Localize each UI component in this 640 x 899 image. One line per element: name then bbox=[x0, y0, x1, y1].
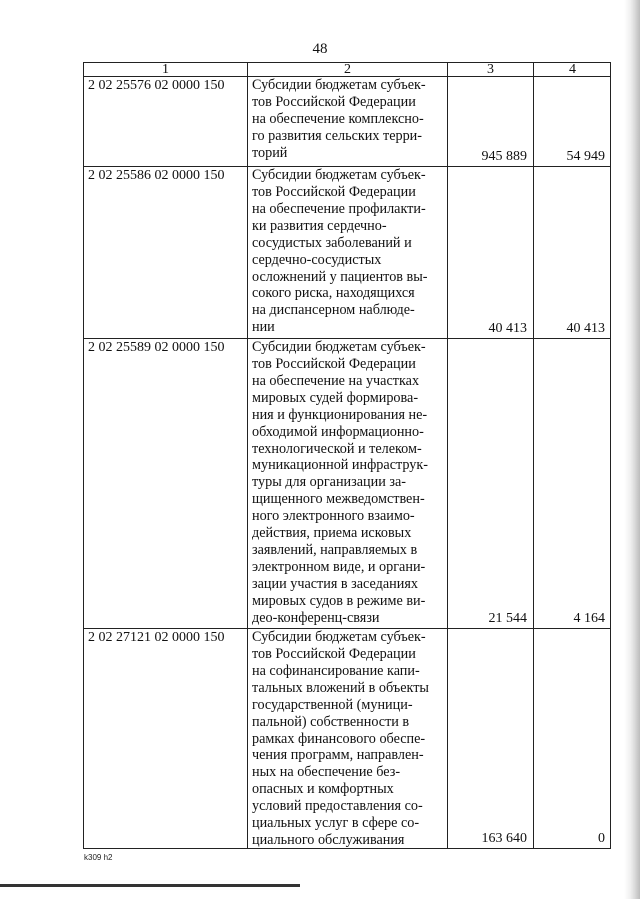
page-number: 48 bbox=[312, 41, 328, 57]
row-0-code: 2 02 25576 02 0000 150 bbox=[84, 77, 248, 167]
scan-right-edge bbox=[624, 0, 640, 899]
row-2-code: 2 02 25589 02 0000 150 bbox=[84, 339, 248, 629]
row-3-col3-value: 163 640 bbox=[448, 629, 534, 848]
row-0-col3-value: 945 889 bbox=[448, 77, 534, 167]
row-1-description: Субсидии бюджетам субъек- тов Российской Федерации на обеспечение профилакти- ки развития сердечно- сосудистых заболеваний и сердечно-сосудистых осложнений у пациентов вы- сокого риска, находящихся на диспансерном наблюде- нии bbox=[248, 167, 448, 339]
scan-bottom-bar bbox=[0, 884, 300, 887]
row-2-col4-value: 4 164 bbox=[534, 339, 611, 629]
footer-code: k309 h2 bbox=[84, 853, 113, 862]
row-2-col3-value: 21 544 bbox=[448, 339, 534, 629]
row-1-col4-value: 40 413 bbox=[534, 167, 611, 339]
row-0-col4-value: 54 949 bbox=[534, 77, 611, 167]
row-2-description: Субсидии бюджетам субъек- тов Российской Федерации на обеспечение на участках мировых судей формирова- ния и функционирования не- обходимой информационно- технологической и телеком- муникационной инфраструк- туры для организации за- щищенного межведомствен- ного электронного взаимо- действия, приема исковых заявлений, направляемых в электронном виде, и органи- зации участия в заседаниях мировых судов в режиме ви- део-конференц-связи bbox=[248, 339, 448, 629]
header-col-4: 4 bbox=[534, 63, 611, 77]
row-3-col4-value: 0 bbox=[598, 831, 605, 846]
header-col-3: 3 bbox=[448, 63, 534, 77]
row-0-description: Субсидии бюджетам субъек- тов Российской Федерации на обеспечение комплексно- го развития сельских терри- торий bbox=[248, 77, 448, 167]
budget-table bbox=[83, 62, 611, 849]
row-1-code: 2 02 25586 02 0000 150 bbox=[84, 167, 248, 339]
header-col-2: 2 bbox=[248, 63, 448, 77]
row-3-code: 2 02 27121 02 0000 150 bbox=[84, 629, 248, 848]
header-col-1: 1 bbox=[84, 63, 248, 77]
row-1-col3-value: 40 413 bbox=[448, 167, 534, 339]
row-3-description: Субсидии бюджетам субъек- тов Российской Федерации на софинансирование капи- тальных вложений в объекты государственной (муници- пальной) собственности в рамках финансового обеспе- чения программ, направлен- ных на обеспечение без- опасных и комфортных условий предоставления со- циальных услуг в сфере со- циального обслуживания bbox=[248, 629, 448, 848]
